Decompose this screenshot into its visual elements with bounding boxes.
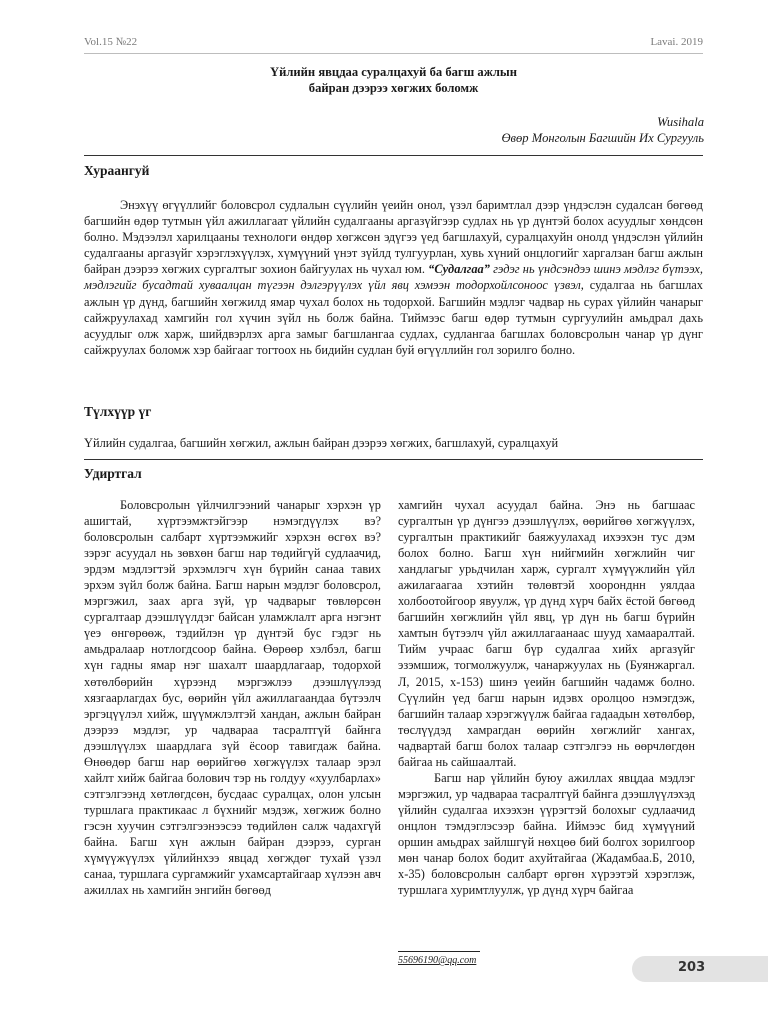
page-number-tab (632, 956, 768, 982)
author-name: Wusihala (657, 115, 704, 129)
header-divider (84, 53, 703, 54)
abstract-heading: Хураангуй (84, 163, 150, 178)
intro-paragraph: Боловсролын үйлчилгээний чанарыг хэрхэн үр ашигтай, хүртээмжтэйгээр нэмэгдүүлэх вэ? боловсролын салбарт хүртээмжийг хэрхэн өсгөх вэ? зэрэг асуудал нь зөвхөн багш нар төдийгүй судлаачид, эрдэм мэдлэгтэй эрхэмлэгч хүн бүрийн санаа тавих эрхэм зүйл болж байна. Багш нарын мэдлэг боловсрол, мэргэжил, заах арга зүй, үр чадварыг төвлөрсөн сургалтаар дээшлүүлдэг байсан уламжлалт арга нэгэнт үеэ өнгөрөөж, тэдийлэн үр дүнтэй бус гэдэг нь амьдралаар нотлогдсоор байна. Өөрөөр хэлбэл, багш хүн гадны ямар нэг шахалт шаардлагаар, тодорхой хөтөлбөрийн хүрээнд мэргэжлээ дээшлүүлээд хязгаарлагдах бус, өөрийн үйл ажиллагаандаа бүтээлч эргэцүүлэл хийж, шүүмжлэлтэй хандан, ажлын байран дээрээ мэдлэг, ур чадвараа тасралтгүй байнга дээшлүүлэх шаардлага зүй ёсоор тавигдаж байна. Өнөөдөр багш нар өөрийгөө хөгжүүлэх талаар эрэл хайлт хийж байгаа болович тэр нь голдуу «хуулбарлах» сэтгэлгээнд хөтлөгдсөн, бусдаас суралцах, олон улсын туршлага практикаас л бүхнийг мэдэж, хөгжиж болно гэсэн хуучин сэтгэлгээнээсээ төдийлөн салж чадахгүй байна. Багш хүн ажлын байран дээрээ, сурган хүмүүжүүлэх үйлийнхээ явцад хөгждөг тухай үзэл санаа, туршлага сургамжийг ухамсартайгаар хүлээн авч ажиллах нь хамгийн энгийн бөгөөд (84, 498, 381, 898)
author-block (501, 114, 704, 146)
header-volume: Vol.15 №22 (84, 36, 138, 48)
abstract-italic: гэдэг нь үндсэндээ шинэ мэдлэг бүтээх, мэдлэгийг бусадтай хуваалцан түгээн дэлгэрүүлэх үйл явц хэмээн тодорхойлсоноос үзвэл, (84, 262, 703, 293)
title-line-2: байран дээрээ хөгжих боломж (308, 81, 479, 95)
section-divider (84, 459, 703, 460)
author-affiliation: Өвөр Монголын Багшийн Их Сургууль (501, 131, 704, 145)
intro-paragraph: Багш нар үйлийн буюу ажиллах явцдаа мэдлэг мэргэжил, ур чадвараа тасралтгүй байнга дээшлүүлэхэд үйлийн судалгаа ихээхэн үүрэгтэй болохыг судлаачид онцлон тэмдэглэсээр байна. Иймээс бид хүмүүний оршин амьдрах зайлшгүй нөхцөө бий болгох зорилгоор мөн чанар болох бодит ахуйтайгаа (Жадамбаа.Б, 2010, х-35) боловсролын салбарт өргөн хүрээтэй хэрэглэж, туршлага хуримтлуулж, үр дүнд хүрч байгаа (398, 770, 695, 898)
intro-heading: Удиртгал (84, 466, 142, 481)
page-number: 203 (678, 960, 706, 975)
footnote-email[interactable]: 55696190@qq.com (398, 955, 477, 966)
abstract-text (84, 197, 703, 358)
intro-column-right (398, 497, 695, 898)
intro-paragraph: хамгийн чухал асуудал байна. Энэ нь багшаас сургалтын үр дүнгээ дээшлүүлэх, өөрийгөө хөгжүүлэх, сургалтын практикийг баяжуулахад ихээхэн тус дэм болох болно. Багш хүн нийгмийн хөгжлийн чиг хандлагыг урьдчилан харж, сургалт хүмүүжлийн үйл ажилагаагаа хэтийн төлөвтэй хооронднн уялдаа холбоотойгоор явуулж, үр дүнд хүрч байх ёстой бөгөөд багшийн хөгжлийн үйл явц, үр дүн нь багш бүрийн хамтын бүтээлч үйл ажиллагаанаас шууд хамааралтай. Тийм учраас багш бүр судалгаа хийх аргазүйг эзэмшиж, тогмолжуулж, чанаржуулах нь (Буянжаргал. Л, 2015, х-153) шинэ үеийн багшийн чадамж болно. Сүүлийн үед багш нарын идэвх оролцоо нэмэгдэж, багшийн талаар хэрэгжүүлж байгаа гадаадын хөтөлбөр, төслүүдэд хамрагдан өөрийн хөгжлийг хангах, чадвартай багш болох талаар сэтгэлгээ нь өөрчлөгдөн байгаа нь сайшаалтай. (398, 498, 695, 769)
footnote-rule (398, 951, 480, 952)
keywords-heading: Түлхүүр үг (84, 404, 152, 419)
intro-column-left (84, 497, 381, 898)
footnote (398, 955, 476, 966)
abstract-text-b: судалгаа нь багшлах ажлын үр дүнд, багшийн хөгжилд ямар чухал болох нь тодорхой. Багшийн мэдлэг чадвар нь сурах үйлийн чанарыг сайжруулахад хамгийн гол хүчин зүйл нь болж байна. Тиймээс багш өдөр тутмын сургуулийн амьдрал дахь асуудлыг олж харж, шийдвэрлэх арга замыг багшлангаа судлах, судлангаа багшлах боловсролын чанар үр дүнг сайжруулах боломж хэр байгааг тогтоох нь бидийн судлан буй өгүүллийн гол зорилго болно. (84, 278, 703, 357)
title-line-1: Үйлийн явцдаа суралцахуй ба багш ажлын (269, 65, 517, 79)
section-divider (84, 155, 703, 156)
header-journal: Lavai. 2019 (650, 36, 703, 48)
abstract-text-a: Энэхүү өгүүллийг боловсрол судлалын сүүлийн үеийн онол, үзэл баримтлал дээр үндэслэн судалсан бөгөөд багшийн өдөр тутмын үйл ажиллагаат үйлийн судалгааны аргазүйгээр судлах нь үр дүнтэй болох асуудлыг хөндсөн болно. Мэдээлэл харилцааны технологи өндөр хөгжсөн эдүгээ үед багшлахуй, суралцахуйн онолд үндэслэн үйлийн судалгааны аргазүйг хэрэглэхүүлэх, хүмүүний үнэт зүйлд тулгуурлан, хувь хүний онцлогийг харгалзан багш ажлын байран дээрээ хөгжих сургалтыг зохион байгуулах нь чухал юм. (84, 198, 703, 277)
keywords-text: Үйлийн судалгаа, багшийн хөгжил, ажлын байран дээрээ хөгжих, багшлахуй, суралцахуй (84, 436, 559, 450)
paper-title (84, 64, 703, 96)
abstract-quote: “Судалгаа” (428, 262, 490, 277)
